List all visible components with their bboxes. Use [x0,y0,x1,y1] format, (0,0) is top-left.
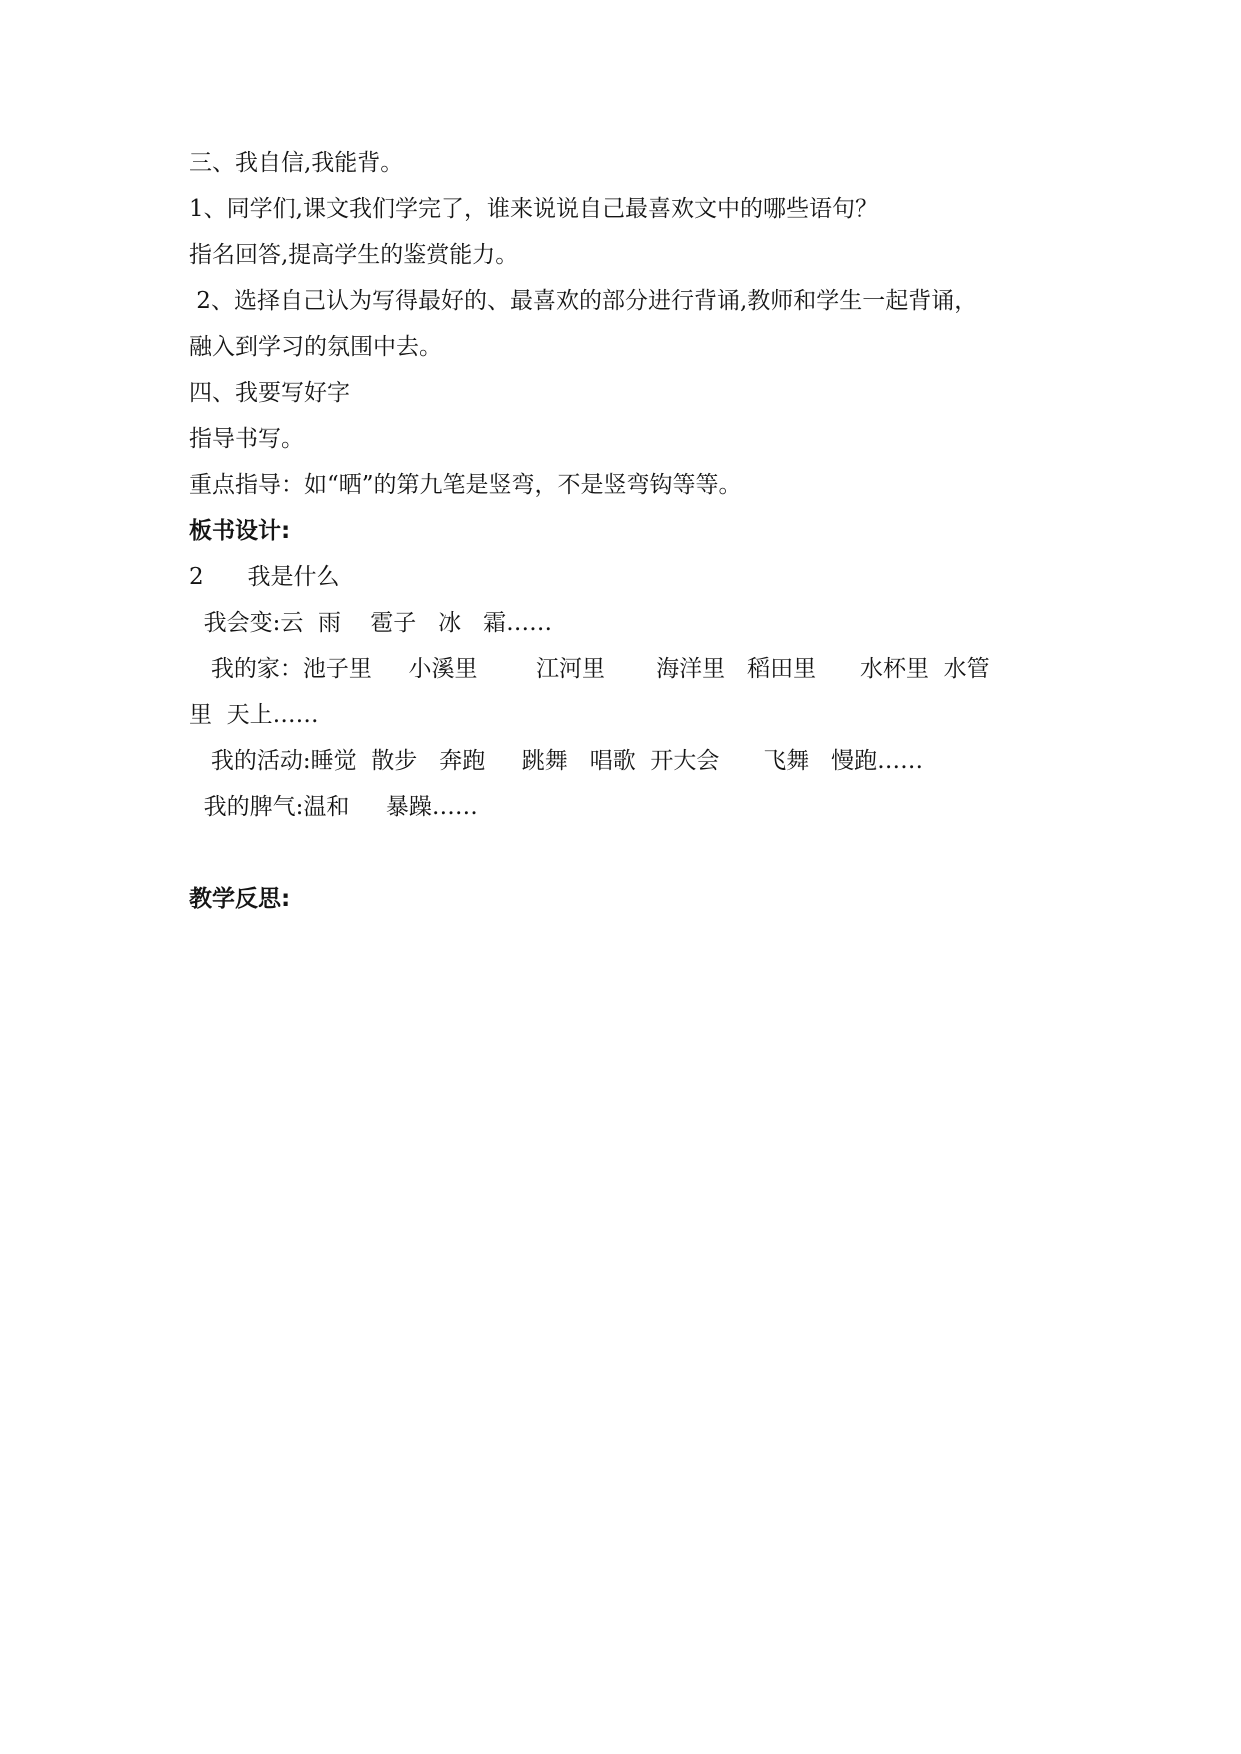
blackboard-activities: 我的活动:睡觉 散步 奔跑 跳舞 唱歌 开大会 飞舞 慢跑…… [189,748,924,774]
key-guidance: 重点指导：如“晒”的第九笔是竖弯，不是竖弯钩等等。 [189,472,742,498]
blackboard-design-heading: 板书设计: [189,518,291,544]
section-three-heading: 三、我自信,我能背。 [189,150,404,176]
blackboard-temper: 我的脾气:温和 暴躁…… [189,794,478,820]
item-2-line-1: 2、选择自己认为写得最好的、最喜欢的部分进行背诵,教师和学生一起背诵， [189,288,978,314]
writing-guidance: 指导书写。 [189,426,304,452]
teaching-reflection-heading: 教学反思: [189,886,291,912]
section-four-heading: 四、我要写好字 [189,380,350,406]
item-1-followup: 指名回答,提高学生的鉴赏能力。 [189,242,519,268]
item-1-question: 1、同学们,课文我们学完了，谁来说说自己最喜欢文中的哪些语句？ [189,196,878,222]
blackboard-lesson-title: 2 我是什么 [189,564,340,590]
blackboard-home-line-1: 我的家：池子里 小溪里 江河里 海洋里 稻田里 水杯里 水管 [189,656,990,682]
blackboard-changes: 我会变:云 雨 雹子 冰 霜…… [189,610,553,636]
item-2-line-2: 融入到学习的氛围中去。 [189,334,442,360]
blackboard-home-line-2: 里 天上…… [189,702,319,728]
